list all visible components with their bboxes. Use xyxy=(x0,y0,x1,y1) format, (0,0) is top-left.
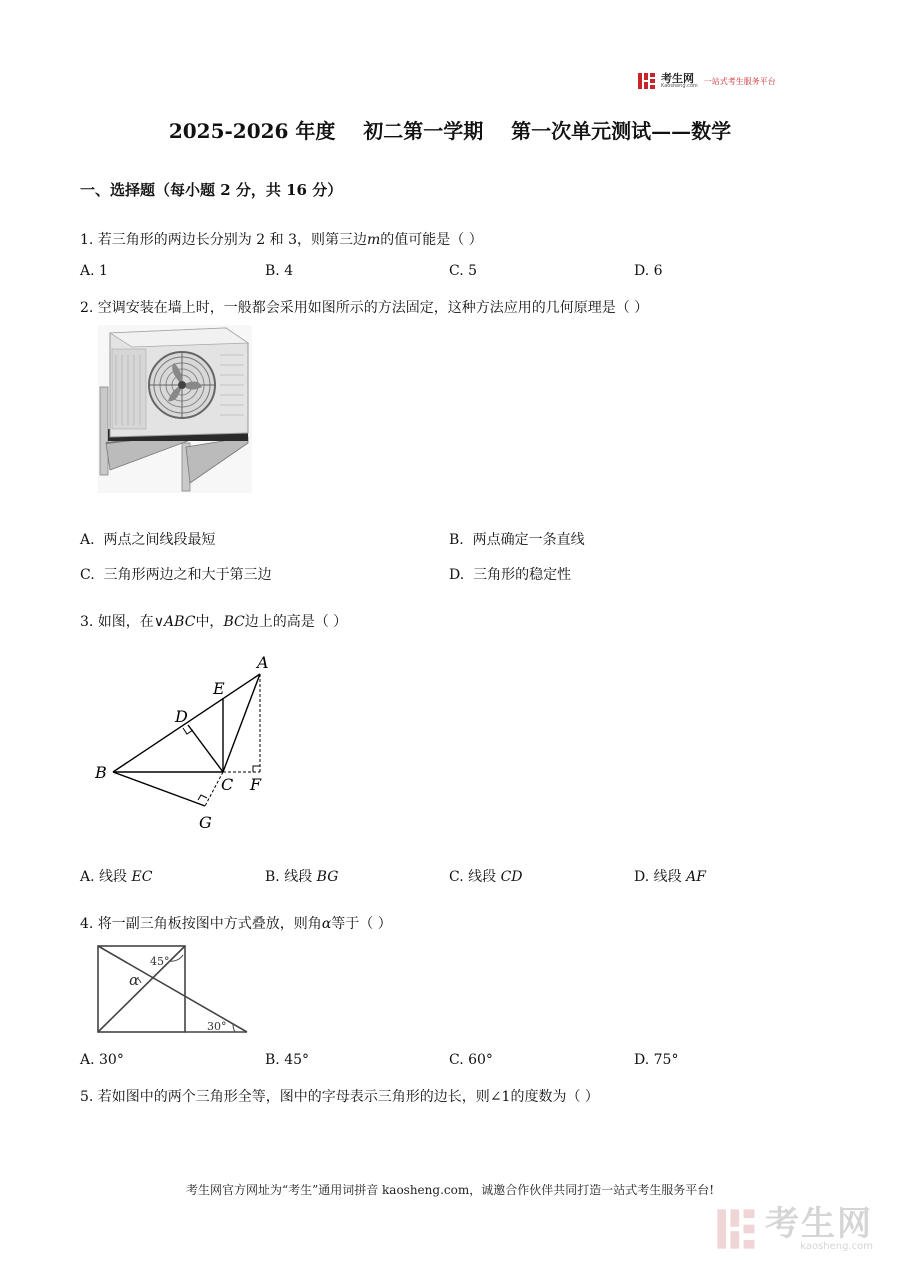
question-4 xyxy=(80,913,392,933)
segment-cd xyxy=(188,725,223,772)
point-a: A xyxy=(257,653,269,672)
q4-option-c: C. 60° xyxy=(449,1052,493,1068)
q1-text-post: 的值可能是（ ） xyxy=(380,232,483,248)
logo-name: 考生网 xyxy=(661,72,694,85)
q3-text-mid: 中， xyxy=(195,614,224,630)
side-ca xyxy=(223,674,260,772)
q4-text-pre: 4. 将一副三角板按图中方式叠放，则角 xyxy=(80,916,322,932)
q2-option-a-letter: A. xyxy=(80,532,95,548)
site-logo xyxy=(637,71,776,91)
segment-bg xyxy=(113,772,205,806)
page-title: 2025-2026 年度 初二第一学期 第一次单元测试——数学 xyxy=(168,119,732,143)
q3-side: BC xyxy=(223,614,245,630)
page-footer: 考生网官方网址为“考生”通用词拼音 kaosheng.com，诚邀合作伙伴共同打造一站式考生服务平台! xyxy=(185,1183,715,1197)
air-conditioner-figure xyxy=(98,325,252,493)
point-f: F xyxy=(250,775,262,794)
q3-text-post: 边上的高是（ ） xyxy=(244,614,348,630)
point-b: B xyxy=(95,763,107,782)
q1-option-d: D. 6 xyxy=(634,263,663,279)
q3-option-a xyxy=(80,866,152,886)
q2-option-d-letter: D. xyxy=(449,567,465,583)
set-squares-figure xyxy=(95,943,250,1036)
q2-option-a xyxy=(80,529,215,549)
q3-option-c xyxy=(449,866,523,886)
angle-45-label: 45° xyxy=(150,955,170,968)
q4-option-d: D. 75° xyxy=(634,1052,679,1068)
watermark-name: 考生网 xyxy=(765,1203,873,1244)
q1-option-b: B. 4 xyxy=(265,263,294,279)
logo-wordmark xyxy=(661,73,698,89)
q1-option-a: A. 1 xyxy=(80,263,108,279)
question-1 xyxy=(80,229,483,249)
kaosheng-logo-icon xyxy=(637,71,657,91)
q1-option-c: C. 5 xyxy=(449,263,478,279)
q3-option-a-prefix: A. 线段 xyxy=(80,869,128,885)
logo-domain: Kaosheng.com xyxy=(661,83,698,89)
q3-option-d-seg: AF xyxy=(686,869,706,885)
point-e: E xyxy=(213,679,225,698)
q5-text-post: 的度数为（ ） xyxy=(510,1089,599,1105)
section-heading: 一、选择题（每小题 2 分，共 16 分） xyxy=(80,181,343,199)
q4-option-a: A. 30° xyxy=(80,1052,124,1068)
q2-option-b xyxy=(449,529,585,549)
question-3 xyxy=(80,611,347,631)
point-g: G xyxy=(199,813,212,832)
q4-option-b: B. 45° xyxy=(265,1052,310,1068)
q2-option-c xyxy=(80,564,272,584)
watermark-domain: kaosheng.com xyxy=(800,1240,873,1252)
logo-slogan: 一站式考生服务平台 xyxy=(703,76,776,86)
q2-option-a-text: 两点之间线段最短 xyxy=(103,532,216,548)
alpha-label: α xyxy=(129,971,140,989)
q3-text-pre: 3. 如图，在 xyxy=(80,614,154,630)
question-2: 2. 空调安装在墙上时，一般都会采用如图所示的方法固定，这种方法应用的几何原理是（ ） xyxy=(80,300,649,316)
q3-option-b-seg: BG xyxy=(316,869,339,885)
point-c: C xyxy=(221,775,234,794)
q2-option-c-letter: C. xyxy=(80,567,95,583)
q3-option-c-prefix: C. 线段 xyxy=(449,869,497,885)
angle-30-label: 30° xyxy=(207,1020,227,1033)
q2-option-d-text: 三角形的稳定性 xyxy=(473,567,572,583)
question-5 xyxy=(80,1086,599,1106)
watermark xyxy=(715,1205,873,1253)
watermark-logo-icon xyxy=(715,1205,759,1253)
wall-bracket-left xyxy=(100,387,108,475)
point-d: D xyxy=(175,707,188,726)
q1-text-pre: 1. 若三角形的两边长分别为 2 和 3，则第三边 xyxy=(80,232,367,248)
q4-variable: α xyxy=(321,916,332,932)
q1-variable: m xyxy=(366,232,381,248)
watermark-text xyxy=(765,1203,873,1252)
q3-option-b xyxy=(265,866,338,886)
q2-option-d xyxy=(449,564,571,584)
q3-option-d-prefix: D. 线段 xyxy=(634,869,682,885)
q4-text-post: 等于（ ） xyxy=(331,916,392,932)
q2-option-b-letter: B. xyxy=(449,532,464,548)
q3-option-d xyxy=(634,866,706,886)
q3-option-c-seg: CD xyxy=(500,869,523,885)
q3-option-a-seg: EC xyxy=(131,869,153,885)
q3-option-b-prefix: B. 线段 xyxy=(265,869,313,885)
q3-triangle: ∨ABC xyxy=(153,614,196,630)
q5-angle: ∠1 xyxy=(489,1089,511,1105)
q2-option-c-text: 三角形两边之和大于第三边 xyxy=(103,567,272,583)
q2-option-b-text: 两点确定一条直线 xyxy=(472,532,585,548)
triangle-abc-figure xyxy=(95,650,275,832)
q5-text-pre: 5. 若如图中的两个三角形全等，图中的字母表示三角形的边长，则 xyxy=(80,1089,490,1105)
